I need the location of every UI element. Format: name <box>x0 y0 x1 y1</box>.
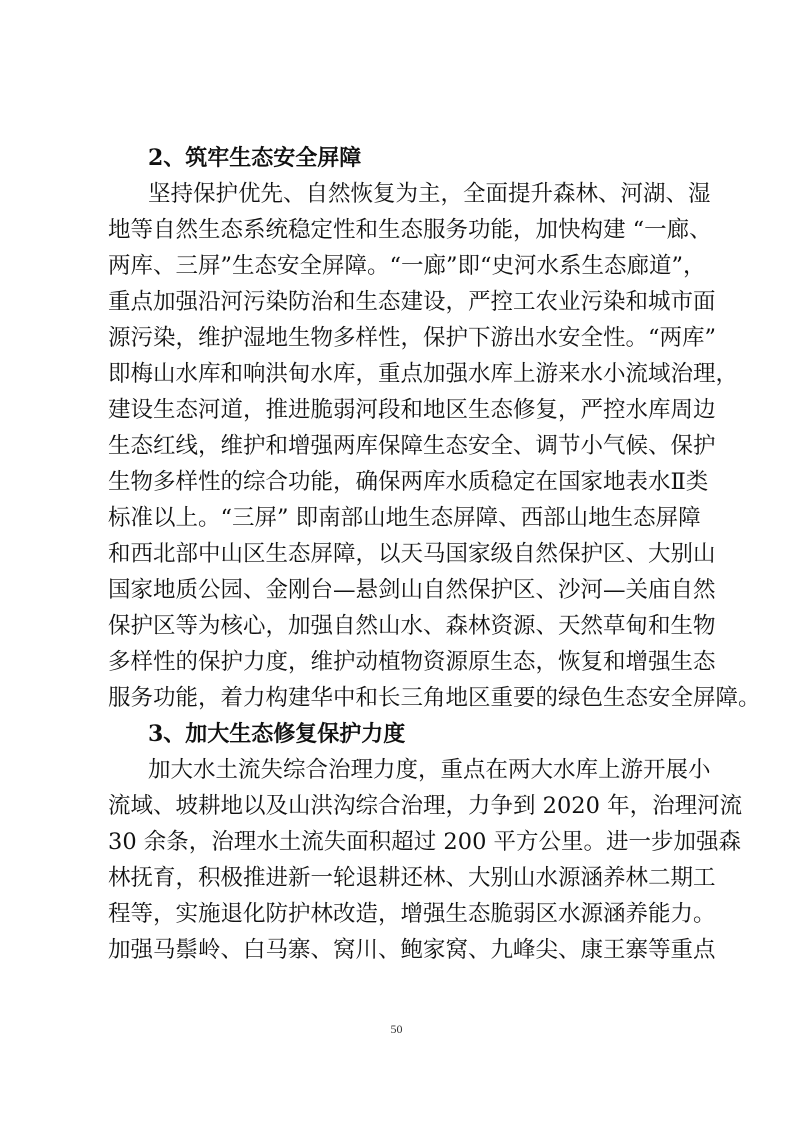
paragraph-line: 国家地质公园、金刚台—悬剑山自然保护区、沙河—关庙自然 <box>108 577 716 603</box>
paragraph-line: 30 余条，治理水土流失面积超过 200 平方公里。进一步加强森 <box>108 829 742 855</box>
paragraph-line: 标准以上。“三屏” 即南部山地生态屏障、西部山地生态屏障 <box>108 505 701 531</box>
paragraph-line: 坚持保护优先、自然恢复为主，全面提升森林、河湖、湿 <box>148 181 711 207</box>
paragraph-line: 建设生态河道，推进脆弱河段和地区生态修复，严控水库周边 <box>108 397 716 423</box>
paragraph-line: 加强马鬃岭、白马寨、窝川、鲍家窝、九峰尖、康王寨等重点 <box>108 937 716 963</box>
section-heading-3: 3、加大生态修复保护力度 <box>148 721 406 747</box>
paragraph-line: 服务功能，着力构建华中和长三角地区重要的绿色生态安全屏障。 <box>108 685 761 711</box>
paragraph-line: 保护区等为核心，加强自然山水、森林资源、天然草甸和生物 <box>108 613 716 639</box>
paragraph-line: 源污染，维护湿地生物多样性，保护下游出水安全性。“两库” <box>108 325 717 351</box>
paragraph-line: 多样性的保护力度，维护动植物资源原生态，恢复和增强生态 <box>108 649 716 675</box>
paragraph-line: 即梅山水库和响洪甸水库，重点加强水库上游来水小流域治理， <box>108 361 739 387</box>
paragraph-line: 地等自然生态系统稳定性和生态服务功能，加快构建 “一廊、 <box>108 217 712 243</box>
page-number: 50 <box>390 1022 403 1036</box>
paragraph-line: 流域、坡耕地以及山洪沟综合治理，力争到 2020 年，治理河流 <box>108 793 743 819</box>
paragraph-line: 两库、三屏”生态安全屏障。“一廊”即“史河水系生态廊道”， <box>108 253 706 279</box>
paragraph-line: 和西北部中山区生态屏障，以天马国家级自然保护区、大别山 <box>108 541 716 567</box>
paragraph-line: 重点加强沿河污染防治和生态建设，严控工农业污染和城市面 <box>108 289 716 315</box>
paragraph-line: 程等，实施退化防护林改造，增强生态脆弱区水源涵养能力。 <box>108 901 716 927</box>
paragraph-line: 生态红线，维护和增强两库保障生态安全、调节小气候、保护 <box>108 433 716 459</box>
paragraph-line: 加大水土流失综合治理力度，重点在两大水库上游开展小 <box>148 757 711 783</box>
paragraph-line: 生物多样性的综合功能，确保两库水质稳定在国家地表水Ⅱ类 <box>108 469 709 495</box>
paragraph-line: 林抚育，积极推进新一轮退耕还林、大别山水源涵养林二期工 <box>108 865 716 891</box>
section-heading-2: 2、筑牢生态安全屏障 <box>148 145 362 171</box>
